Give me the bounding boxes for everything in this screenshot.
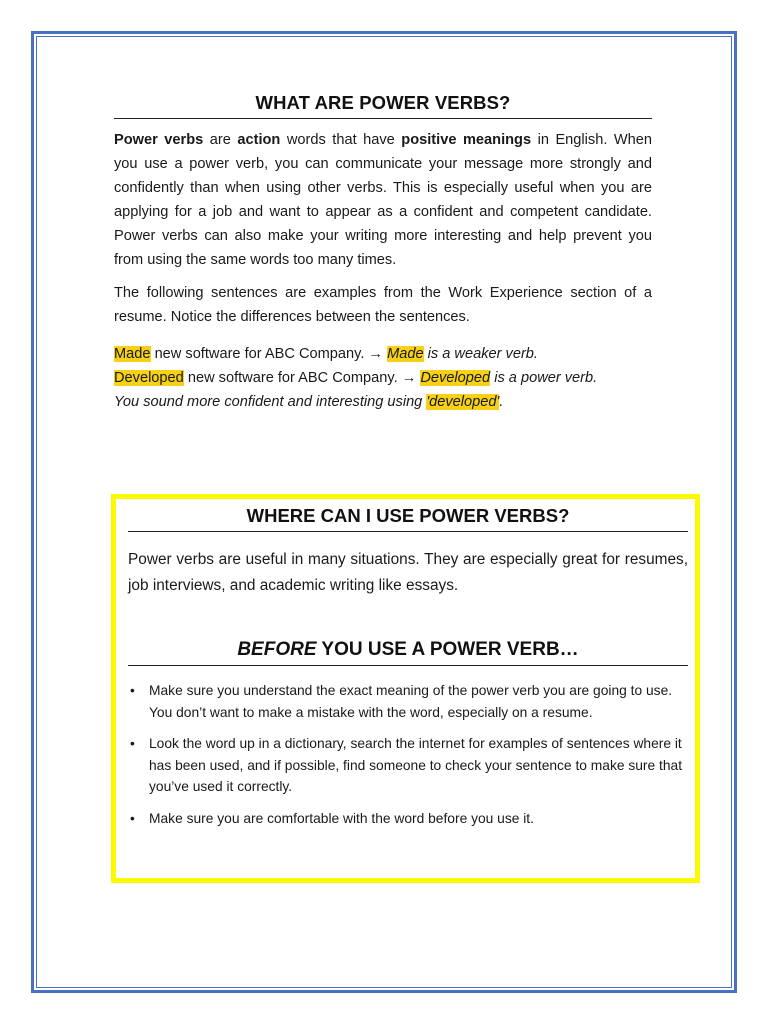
callout-content: [128, 499, 688, 839]
before-title: BEFORE YOU USE A POWER VERB…: [128, 639, 688, 666]
term-positive-meanings: positive meanings: [401, 132, 532, 148]
where-paragraph: Power verbs are useful in many situations. They are especially great for resumes, job interviews, and academic writing like essays.: [128, 551, 688, 594]
intro-paragraph: Power verbs are action words that have positive meanings in English. When you use a power verb, you can communicate your message more strongly and confidently than when using other verbs. This is especially useful when you are applying for a job and want to appear as a confident and competent candidate. Power verbs can also make your writing more interesting and help prevent you from using the same words too many times.: [114, 132, 652, 268]
bullet-icon: •: [130, 683, 135, 698]
bullet-icon: •: [130, 810, 135, 826]
list-item: • Look the word up in a dictionary, search the internet for examples of sentences where it has been used, and if possible, find someone to check your sentence to make sure that you’ve used it correctly.: [128, 733, 688, 798]
highlight-developed-quote: 'developed': [426, 394, 500, 410]
where-title: WHERE CAN I USE POWER VERBS?: [128, 505, 688, 532]
what-are-power-verbs-section: [114, 92, 652, 414]
example-power-verb: Developed new software for ABC Company. → Developed is a power verb.: [114, 370, 598, 386]
term-action: action: [237, 132, 281, 148]
list-item: • Make sure you are comfortable with the word before you use it.: [128, 808, 688, 830]
examples-intro-paragraph: The following sentences are examples from the Work Experience section of a resume. Notice the differences between the sentences.: [114, 285, 652, 325]
highlight-made: Made: [114, 346, 151, 362]
section-title: WHAT ARE POWER VERBS?: [114, 92, 652, 119]
example-conclusion: You sound more confident and interesting using 'developed'.: [114, 394, 504, 410]
list-item: • Make sure you understand the exact meaning of the power verb you are going to use. You don’t want to make a mistake with the word, especially on a resume.: [128, 680, 688, 723]
bullet-icon: •: [130, 736, 135, 751]
tips-list: [128, 680, 688, 829]
highlight-developed: Developed: [114, 370, 184, 386]
examples-block: [114, 342, 652, 414]
term-power-verbs: Power verbs: [114, 132, 204, 148]
example-weak-verb: Made new software for ABC Company. → Made is a weaker verb.: [114, 346, 538, 362]
usage-callout-box: [111, 494, 700, 883]
highlight-developed-ref: Developed: [420, 370, 491, 386]
highlight-made-ref: Made: [387, 346, 424, 362]
